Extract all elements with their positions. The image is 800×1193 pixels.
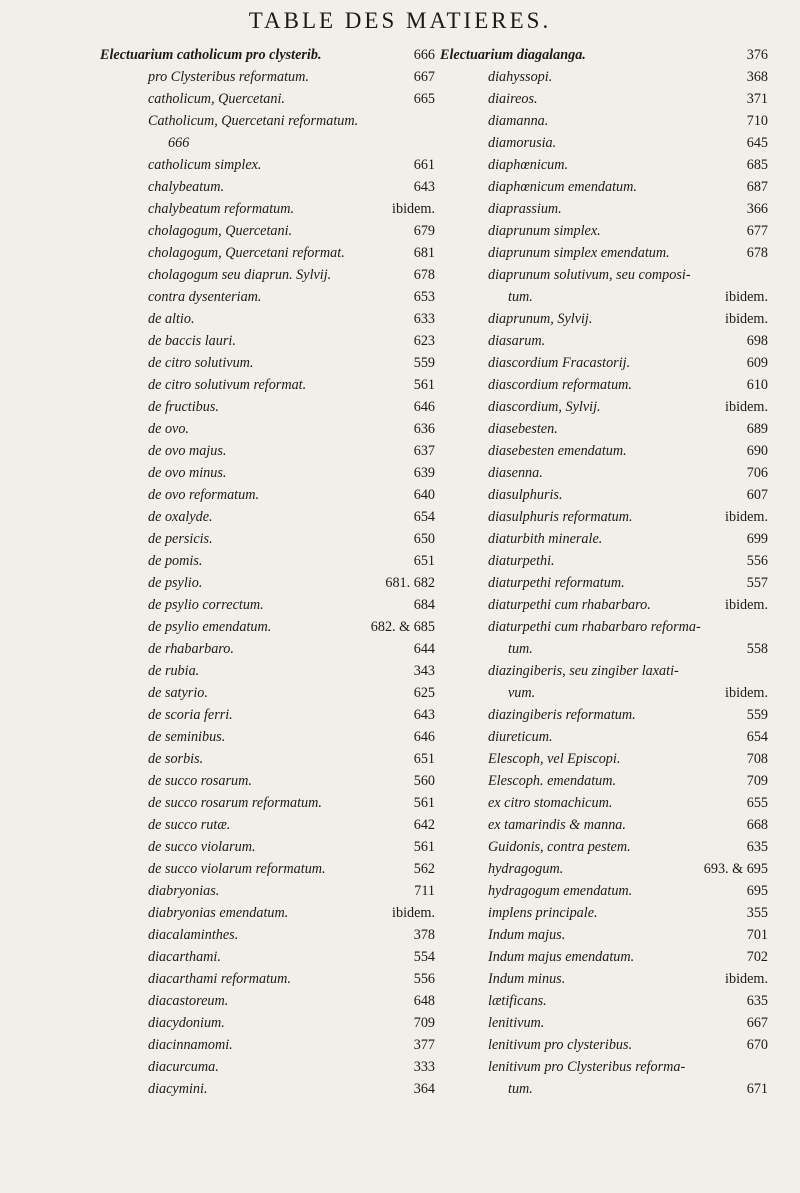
entry-page-ref: 693. & 695 bbox=[703, 861, 768, 877]
entry-page-ref: 667 bbox=[746, 1015, 768, 1031]
entry-term: Indum majus. bbox=[488, 927, 566, 943]
index-entry bbox=[100, 792, 435, 814]
index-entry bbox=[100, 264, 435, 286]
entry-page-ref: 557 bbox=[746, 575, 768, 591]
entry-page-ref: 651 bbox=[413, 553, 435, 569]
entry-term: catholicum simplex. bbox=[148, 157, 262, 173]
entry-page-ref: 648 bbox=[413, 993, 435, 1009]
entry-page-ref: 708 bbox=[746, 751, 768, 767]
entry-page-ref: 609 bbox=[746, 355, 768, 371]
entry-term: lenitivum pro Clysteribus reforma- bbox=[488, 1059, 686, 1075]
entry-page-ref: 635 bbox=[746, 839, 768, 855]
entry-page-ref: 654 bbox=[413, 509, 435, 525]
entry-page-ref: 368 bbox=[746, 69, 768, 85]
entry-term: de pomis. bbox=[148, 553, 203, 569]
index-entry bbox=[100, 1056, 435, 1078]
index-entry bbox=[440, 660, 768, 704]
index-entry bbox=[440, 902, 768, 924]
entry-term: diacalaminthes. bbox=[148, 927, 239, 943]
entry-page-ref: 643 bbox=[413, 707, 435, 723]
entry-page-ref: 355 bbox=[746, 905, 768, 921]
entry-term: diacarthami. bbox=[148, 949, 221, 965]
index-entry bbox=[100, 528, 435, 550]
entry-page-ref: 666 bbox=[413, 47, 435, 63]
entry-page-ref: 645 bbox=[746, 135, 768, 151]
index-entry bbox=[440, 990, 768, 1012]
entry-page-ref: 695 bbox=[746, 883, 768, 899]
index-entry bbox=[440, 968, 768, 990]
entry-term: de baccis lauri. bbox=[148, 333, 236, 349]
entry-term: cholagogum, Quercetani reformat. bbox=[148, 245, 345, 261]
index-entry bbox=[100, 176, 435, 198]
entry-page-ref: 642 bbox=[413, 817, 435, 833]
entry-term: diasulphuris. bbox=[488, 487, 563, 503]
entry-term: diaprunum simplex emendatum. bbox=[488, 245, 670, 261]
entry-page-ref: 556 bbox=[413, 971, 435, 987]
index-entry bbox=[100, 374, 435, 396]
entry-page-ref: 677 bbox=[746, 223, 768, 239]
entry-page-ref: ibidem. bbox=[725, 509, 768, 525]
entry-page-ref: 636 bbox=[413, 421, 435, 437]
entry-page-ref: 558 bbox=[746, 641, 768, 657]
entry-page-ref: ibidem. bbox=[725, 971, 768, 987]
entry-term: de psylio emendatum. bbox=[148, 619, 272, 635]
entry-term-continuation: tum. bbox=[508, 1081, 533, 1097]
entry-term: de persicis. bbox=[148, 531, 213, 547]
entry-term: de ovo minus. bbox=[148, 465, 227, 481]
index-entry bbox=[440, 726, 768, 748]
entry-page-ref: 678 bbox=[413, 267, 435, 283]
index-entry bbox=[100, 660, 435, 682]
entry-term: Electuarium diagalanga. bbox=[440, 47, 586, 63]
entry-page-ref: 690 bbox=[746, 443, 768, 459]
entry-page-ref: 698 bbox=[746, 333, 768, 349]
entry-term: de seminibus. bbox=[148, 729, 226, 745]
entry-page-ref: 687 bbox=[746, 179, 768, 195]
index-entry bbox=[440, 374, 768, 396]
index-entry bbox=[100, 110, 435, 154]
index-entry bbox=[440, 66, 768, 88]
entry-term: ex citro stomachicum. bbox=[488, 795, 613, 811]
entry-term: diaprunum simplex. bbox=[488, 223, 601, 239]
entry-term: diaprunum solutivum, seu composi- bbox=[488, 267, 691, 283]
entry-page-ref: 366 bbox=[746, 201, 768, 217]
index-entry bbox=[100, 638, 435, 660]
index-entry bbox=[440, 572, 768, 594]
index-entry bbox=[440, 792, 768, 814]
entry-term: Indum majus emendatum. bbox=[488, 949, 635, 965]
index-entry bbox=[100, 1012, 435, 1034]
entry-page-ref: 561 bbox=[413, 377, 435, 393]
entry-page-ref: ibidem. bbox=[392, 905, 435, 921]
index-entry bbox=[440, 154, 768, 176]
entry-term: Indum minus. bbox=[488, 971, 566, 987]
entry-page-ref: 670 bbox=[746, 1037, 768, 1053]
entry-term: diacymini. bbox=[148, 1081, 208, 1097]
entry-page-ref: 654 bbox=[746, 729, 768, 745]
entry-term: catholicum, Quercetani. bbox=[148, 91, 285, 107]
entry-page-ref: ibidem. bbox=[725, 597, 768, 613]
index-entry bbox=[100, 616, 435, 638]
index-entry bbox=[100, 440, 435, 462]
entry-page-ref: ibidem. bbox=[725, 289, 768, 305]
entry-page-ref: 561 bbox=[413, 839, 435, 855]
index-entry bbox=[440, 462, 768, 484]
index-entry bbox=[100, 1078, 435, 1100]
entry-page-ref: 643 bbox=[413, 179, 435, 195]
entry-page-ref: 371 bbox=[746, 91, 768, 107]
entry-term: diacurcuma. bbox=[148, 1059, 219, 1075]
index-entry bbox=[100, 220, 435, 242]
entry-page-ref: 378 bbox=[413, 927, 435, 943]
entry-term: Electuarium catholicum pro clysterib. bbox=[100, 47, 322, 63]
entry-page-ref: 562 bbox=[413, 861, 435, 877]
index-entry bbox=[440, 418, 768, 440]
entry-term: hydragogum emendatum. bbox=[488, 883, 633, 899]
entry-page-ref: 702 bbox=[746, 949, 768, 965]
entry-term: lenitivum. bbox=[488, 1015, 545, 1031]
index-entry bbox=[440, 836, 768, 858]
index-entry bbox=[440, 748, 768, 770]
index-entry bbox=[440, 88, 768, 110]
entry-page-ref: ibidem. bbox=[725, 685, 768, 701]
entry-term: de rubia. bbox=[148, 663, 200, 679]
index-entry bbox=[440, 308, 768, 330]
entry-term: de succo violarum. bbox=[148, 839, 256, 855]
entry-page-ref: 681 bbox=[413, 245, 435, 261]
index-entry bbox=[100, 924, 435, 946]
index-entry bbox=[440, 550, 768, 572]
entry-page-ref: 556 bbox=[746, 553, 768, 569]
index-entry bbox=[100, 704, 435, 726]
entry-term: de citro solutivum reformat. bbox=[148, 377, 307, 393]
index-entry bbox=[100, 352, 435, 374]
index-entry bbox=[440, 704, 768, 726]
index-entry bbox=[100, 858, 435, 880]
entry-term-continuation: 666 bbox=[168, 135, 190, 151]
index-entry bbox=[440, 616, 768, 660]
entry-term: diaireos. bbox=[488, 91, 538, 107]
entry-page-ref: 333 bbox=[413, 1059, 435, 1075]
entry-term: Guidonis, contra pestem. bbox=[488, 839, 631, 855]
entry-page-ref: 651 bbox=[413, 751, 435, 767]
index-entry bbox=[440, 220, 768, 242]
entry-page-ref: 639 bbox=[413, 465, 435, 481]
index-entry bbox=[440, 242, 768, 264]
index-entry bbox=[100, 902, 435, 924]
entry-page-ref: 710 bbox=[746, 113, 768, 129]
entry-page-ref: 559 bbox=[413, 355, 435, 371]
entry-term: de succo violarum reformatum. bbox=[148, 861, 326, 877]
index-entry bbox=[100, 814, 435, 836]
entry-page-ref: 635 bbox=[746, 993, 768, 1009]
index-entry bbox=[440, 198, 768, 220]
entry-page-ref: 640 bbox=[413, 487, 435, 503]
entry-page-ref: 678 bbox=[746, 245, 768, 261]
entry-page-ref: 625 bbox=[413, 685, 435, 701]
entry-page-ref: 607 bbox=[746, 487, 768, 503]
index-entry bbox=[440, 946, 768, 968]
index-entry bbox=[440, 264, 768, 308]
entry-page-ref: 709 bbox=[746, 773, 768, 789]
page-header: TABLE DES MATIERES. bbox=[248, 8, 552, 33]
entry-page-ref: ibidem. bbox=[392, 201, 435, 217]
entry-term: diacydonium. bbox=[148, 1015, 225, 1031]
entry-term: diascordium, Sylvij. bbox=[488, 399, 601, 415]
entry-page-ref: 650 bbox=[413, 531, 435, 547]
entry-term: de succo rosarum. bbox=[148, 773, 252, 789]
entry-term: de ovo reformatum. bbox=[148, 487, 259, 503]
entry-page-ref: 644 bbox=[413, 641, 435, 657]
entry-term: diaturpethi. bbox=[488, 553, 555, 569]
index-entry bbox=[100, 462, 435, 484]
entry-term: diazingiberis reformatum. bbox=[488, 707, 636, 723]
entry-page-ref: 637 bbox=[413, 443, 435, 459]
entry-term: Catholicum, Quercetani reformatum. bbox=[148, 113, 359, 129]
entry-page-ref: 711 bbox=[414, 883, 435, 899]
entry-term: ex tamarindis & manna. bbox=[488, 817, 626, 833]
entry-page-ref: 685 bbox=[746, 157, 768, 173]
entry-term: diamorusia. bbox=[488, 135, 557, 151]
entry-term: diabryonias. bbox=[148, 883, 220, 899]
entry-term: hydragogum. bbox=[488, 861, 564, 877]
index-entry bbox=[440, 176, 768, 198]
entry-term: de scoria ferri. bbox=[148, 707, 233, 723]
index-entry bbox=[100, 594, 435, 616]
entry-term: diasebesten emendatum. bbox=[488, 443, 627, 459]
entry-term: diahyssopi. bbox=[488, 69, 553, 85]
index-entry bbox=[440, 44, 768, 66]
entry-term: de fructibus. bbox=[148, 399, 219, 415]
entry-term: de satyrio. bbox=[148, 685, 208, 701]
index-entry bbox=[100, 880, 435, 902]
entry-term: diaturpethi reformatum. bbox=[488, 575, 625, 591]
index-entry bbox=[440, 880, 768, 902]
entry-page-ref: 684 bbox=[413, 597, 435, 613]
entry-term-continuation: tum. bbox=[508, 641, 533, 657]
index-entry bbox=[440, 110, 768, 132]
entry-term: diasenna. bbox=[488, 465, 543, 481]
index-entry bbox=[100, 66, 435, 88]
entry-term: diaphœnicum emendatum. bbox=[488, 179, 637, 195]
entry-page-ref: 699 bbox=[746, 531, 768, 547]
index-entry bbox=[440, 1034, 768, 1056]
entry-term: de altio. bbox=[148, 311, 195, 327]
entry-term: diasulphuris reformatum. bbox=[488, 509, 633, 525]
index-entry bbox=[100, 550, 435, 572]
entry-page-ref: 610 bbox=[746, 377, 768, 393]
entry-page-ref: 689 bbox=[746, 421, 768, 437]
index-entry bbox=[440, 396, 768, 418]
entry-page-ref: ibidem. bbox=[725, 399, 768, 415]
index-entry bbox=[100, 726, 435, 748]
index-entry bbox=[100, 968, 435, 990]
entry-term: de psylio. bbox=[148, 575, 203, 591]
entry-term: cholagogum, Quercetani. bbox=[148, 223, 293, 239]
entry-page-ref: 655 bbox=[746, 795, 768, 811]
index-entry bbox=[100, 946, 435, 968]
entry-term: implens principale. bbox=[488, 905, 598, 921]
entry-term: diaturbith minerale. bbox=[488, 531, 603, 547]
index-entry bbox=[440, 1056, 768, 1100]
entry-term: Elescoph. emendatum. bbox=[488, 773, 617, 789]
entry-page-ref: 665 bbox=[413, 91, 435, 107]
index-entry bbox=[440, 330, 768, 352]
entry-term: diabryonias emendatum. bbox=[148, 905, 289, 921]
entry-term: diascordium Fracastorij. bbox=[488, 355, 631, 371]
entry-page-ref: 377 bbox=[413, 1037, 435, 1053]
entry-page-ref: 681. 682 bbox=[385, 575, 435, 591]
entry-term: diascordium reformatum. bbox=[488, 377, 632, 393]
index-entry bbox=[100, 572, 435, 594]
entry-term: de oxalyde. bbox=[148, 509, 213, 525]
entry-page-ref: 709 bbox=[413, 1015, 435, 1031]
entry-page-ref: 561 bbox=[413, 795, 435, 811]
index-entry bbox=[100, 396, 435, 418]
index-entry bbox=[100, 88, 435, 110]
entry-term: diaprassium. bbox=[488, 201, 562, 217]
entry-term: diureticum. bbox=[488, 729, 553, 745]
index-entry bbox=[440, 440, 768, 462]
entry-term: chalybeatum reformatum. bbox=[148, 201, 295, 217]
index-entry bbox=[440, 770, 768, 792]
index-entry bbox=[100, 836, 435, 858]
entry-term: diaturpethi cum rhabarbaro. bbox=[488, 597, 651, 613]
index-entry bbox=[100, 506, 435, 528]
entry-term: de succo rosarum reformatum. bbox=[148, 795, 322, 811]
index-entry bbox=[100, 242, 435, 264]
entry-page-ref: 560 bbox=[413, 773, 435, 789]
entry-page-ref: 623 bbox=[413, 333, 435, 349]
index-entry bbox=[440, 594, 768, 616]
entry-term: diamanna. bbox=[488, 113, 549, 129]
index-entry bbox=[440, 924, 768, 946]
entry-page-ref: 633 bbox=[413, 311, 435, 327]
index-entry bbox=[100, 682, 435, 704]
entry-term: lenitivum pro clysteribus. bbox=[488, 1037, 633, 1053]
left-column bbox=[100, 44, 435, 1100]
entry-page-ref: ibidem. bbox=[725, 311, 768, 327]
entry-term: diasebesten. bbox=[488, 421, 558, 437]
entry-term: de rhabarbaro. bbox=[148, 641, 234, 657]
entry-page-ref: 376 bbox=[746, 47, 768, 63]
index-entry bbox=[440, 1012, 768, 1034]
entry-term: Elescoph, vel Episcopi. bbox=[488, 751, 621, 767]
entry-term: de ovo majus. bbox=[148, 443, 227, 459]
index-entry bbox=[100, 286, 435, 308]
entry-term: de ovo. bbox=[148, 421, 189, 437]
entry-term: diacastoreum. bbox=[148, 993, 229, 1009]
entry-page-ref: 343 bbox=[413, 663, 435, 679]
index-entry bbox=[100, 484, 435, 506]
entry-term: diaturpethi cum rhabarbaro reforma- bbox=[488, 619, 701, 635]
entry-term-continuation: vum. bbox=[508, 685, 536, 701]
index-entry bbox=[100, 990, 435, 1012]
entry-term: de succo rutæ. bbox=[148, 817, 231, 833]
index-entry bbox=[440, 528, 768, 550]
right-column bbox=[440, 44, 768, 1100]
entry-term: de psylio correctum. bbox=[148, 597, 264, 613]
entry-page-ref: 682. & 685 bbox=[370, 619, 435, 635]
index-entry bbox=[100, 154, 435, 176]
index-entry bbox=[440, 506, 768, 528]
index-entry bbox=[100, 308, 435, 330]
entry-term: chalybeatum. bbox=[148, 179, 225, 195]
entry-term: contra dysenteriam. bbox=[148, 289, 262, 305]
index-entry bbox=[440, 352, 768, 374]
entry-page-ref: 667 bbox=[413, 69, 435, 85]
index-entry bbox=[100, 44, 435, 66]
entry-page-ref: 668 bbox=[746, 817, 768, 833]
index-entry bbox=[440, 858, 768, 880]
entry-term: lætificans. bbox=[488, 993, 547, 1009]
entry-term: diaphœnicum. bbox=[488, 157, 568, 173]
entry-page-ref: 653 bbox=[413, 289, 435, 305]
entry-page-ref: 554 bbox=[413, 949, 435, 965]
entry-page-ref: 701 bbox=[746, 927, 768, 943]
index-entry bbox=[100, 770, 435, 792]
entry-term: diacarthami reformatum. bbox=[148, 971, 291, 987]
entry-page-ref: 661 bbox=[413, 157, 435, 173]
entry-page-ref: 646 bbox=[413, 399, 435, 415]
index-entry bbox=[440, 132, 768, 154]
index-entry bbox=[100, 198, 435, 220]
entry-term-continuation: tum. bbox=[508, 289, 533, 305]
entry-page-ref: 679 bbox=[413, 223, 435, 239]
index-entry bbox=[440, 814, 768, 836]
entry-page-ref: 671 bbox=[746, 1081, 768, 1097]
index-entry bbox=[100, 1034, 435, 1056]
entry-term: cholagogum seu diaprun. Sylvij. bbox=[148, 267, 332, 283]
entry-term: diaprunum, Sylvij. bbox=[488, 311, 593, 327]
index-entry bbox=[100, 748, 435, 770]
entry-page-ref: 364 bbox=[413, 1081, 435, 1097]
entry-term: de citro solutivum. bbox=[148, 355, 254, 371]
entry-term: pro Clysteribus reformatum. bbox=[148, 69, 309, 85]
entry-term: diacinnamomi. bbox=[148, 1037, 233, 1053]
index-entry bbox=[100, 330, 435, 352]
entry-term: diazingiberis, seu zingiber laxati- bbox=[488, 663, 679, 679]
index-entry bbox=[440, 484, 768, 506]
entry-page-ref: 646 bbox=[413, 729, 435, 745]
entry-page-ref: 706 bbox=[746, 465, 768, 481]
entry-term: diasarum. bbox=[488, 333, 546, 349]
entry-page-ref: 559 bbox=[746, 707, 768, 723]
entry-term: de sorbis. bbox=[148, 751, 204, 767]
index-entry bbox=[100, 418, 435, 440]
